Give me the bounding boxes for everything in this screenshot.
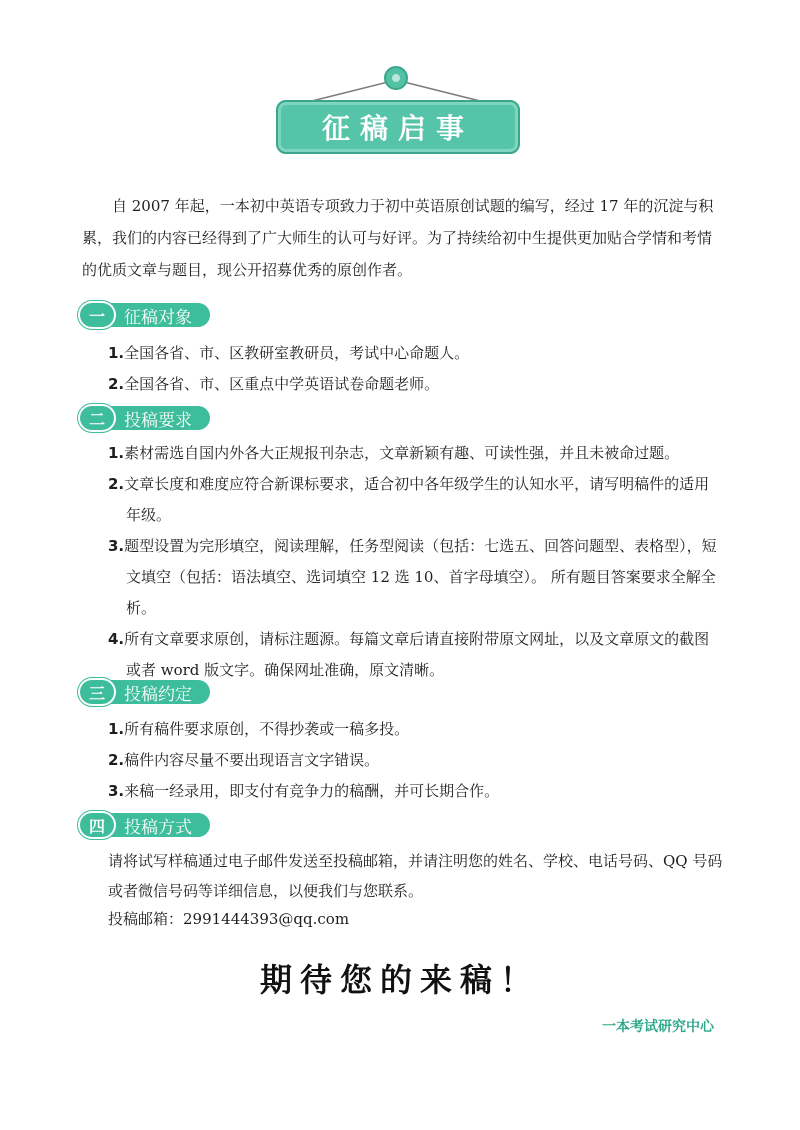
section-heading-2 — [80, 405, 210, 431]
section-number: 二 — [80, 406, 114, 430]
submission-email: 投稿邮箱：2991444393@qq.com — [108, 910, 350, 928]
intro-paragraph: 自 2007 年起，一本初中英语专项致力于初中英语原创试题的编写，经过 17 年的沉淀与积累，我们的内容已经得到了广大师生的认可与好评。为了持续给初中生提供更加贴合学情和考情的优质文章与题目，现公开招募优秀的原创作者。 — [82, 197, 714, 279]
section-1-list — [108, 338, 723, 400]
section-3-list — [108, 714, 723, 807]
list-item: 2.全国各省、市、区重点中学英语试卷命题老师。 — [108, 375, 440, 393]
section-number: 四 — [80, 813, 114, 837]
section-2-list — [108, 438, 723, 686]
list-item: 4.所有文章要求原创，请标注题源。每篇文章后请直接附带原文网址，以及文章原文的截图或者 word 版文字。确保网址准确，原文清晰。 — [108, 630, 710, 679]
section-label: 征稿对象 — [106, 303, 210, 327]
list-item: 2.文章长度和难度应符合新课标要求，适合初中各年级学生的认知水平，请写明稿件的适用年级。 — [108, 475, 710, 524]
section-label: 投稿方式 — [106, 813, 210, 837]
section-number: 一 — [80, 303, 114, 327]
section-label: 投稿约定 — [106, 680, 210, 704]
submission-method-text: 请将试写样稿通过电子邮件发送至投稿邮箱，并请注明您的姓名、学校、电话号码、QQ 号码或者微信号码等详细信息，以便我们与您联系。 — [108, 852, 723, 900]
page-title: 征稿启事 — [276, 100, 520, 154]
section-heading-4 — [80, 812, 210, 838]
hanger-decoration — [0, 0, 800, 110]
closing-slogan: 期待您的来稿！ — [259, 961, 540, 999]
list-item: 1.全国各省、市、区教研室教研员，考试中心命题人。 — [108, 344, 470, 362]
list-item: 1.素材需选自国内外各大正规报刊杂志，文章新颖有趣、可读性强，并且未被命过题。 — [108, 444, 680, 462]
list-item: 3.来稿一经录用，即支付有竞争力的稿酬，并可长期合作。 — [108, 782, 500, 800]
section-heading-1 — [80, 302, 210, 328]
list-item: 3.题型设置为完形填空，阅读理解，任务型阅读（包括：七选五、回答问题型、表格型），短文填空（包括：语法填空、选词填空 12 选 10、首字母填空）。 所有题目答案要求全解全析。 — [108, 537, 717, 617]
section-heading-3 — [80, 679, 210, 705]
list-item: 1.所有稿件要求原创，不得抄袭或一稿多投。 — [108, 720, 410, 738]
section-number: 三 — [80, 680, 114, 704]
section-label: 投稿要求 — [106, 406, 210, 430]
list-item: 2.稿件内容尽量不要出现语言文字错误。 — [108, 751, 380, 769]
organization-signature: 一本考试研究中心 — [602, 1019, 714, 1035]
